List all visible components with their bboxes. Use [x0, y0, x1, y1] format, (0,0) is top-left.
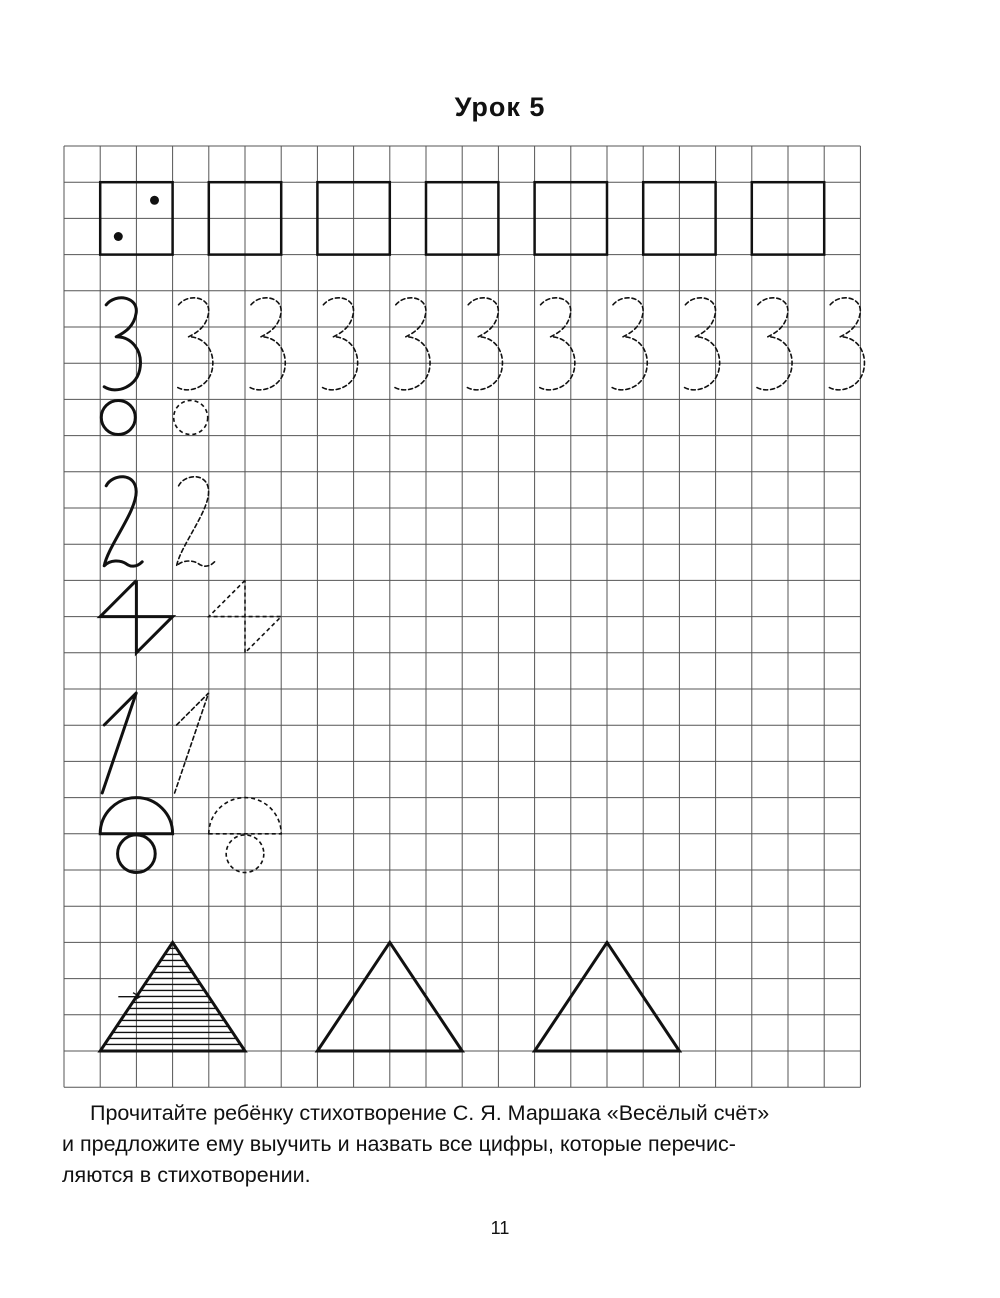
traced-digit-three	[539, 298, 575, 390]
tracing-row-three	[104, 298, 864, 390]
traced-digit-three	[683, 298, 719, 390]
digit-four	[100, 580, 172, 652]
dice-dot	[114, 232, 123, 241]
traced-digit-three	[394, 298, 430, 390]
digit-zero	[101, 400, 135, 434]
traced-digit-three	[321, 298, 357, 390]
traced-digit-one	[175, 693, 209, 793]
traced-digit-three	[756, 298, 792, 390]
traced-digit-zero	[174, 400, 208, 434]
instructions-line-2: и предложите ему выучить и назвать все цифры, которые перечис-	[62, 1132, 736, 1156]
tracing-row-zero	[101, 400, 207, 434]
square-grid	[64, 146, 860, 1087]
tracing-row-two	[104, 477, 214, 566]
dice-dot	[150, 196, 159, 205]
digit-three	[104, 298, 140, 390]
digit-one	[102, 693, 136, 793]
instructions-line-1: Прочитайте ребёнку стихотворение С. Я. Маршака «Весёлый счёт»	[90, 1101, 770, 1125]
traced-digit-three	[828, 298, 864, 390]
traced-digit-three	[249, 298, 285, 390]
lesson-title: Урок 5	[454, 92, 546, 122]
tracing-row-mushroom	[100, 798, 281, 873]
tracing-row-one	[102, 693, 208, 793]
traced-digit-three	[177, 298, 213, 390]
page-number: 11	[490, 1218, 510, 1238]
instructions-text	[62, 1098, 942, 1191]
instructions-line-3: ляются в стихотворении.	[62, 1163, 311, 1187]
traced-digit-three	[611, 298, 647, 390]
traced-digit-three	[466, 298, 502, 390]
